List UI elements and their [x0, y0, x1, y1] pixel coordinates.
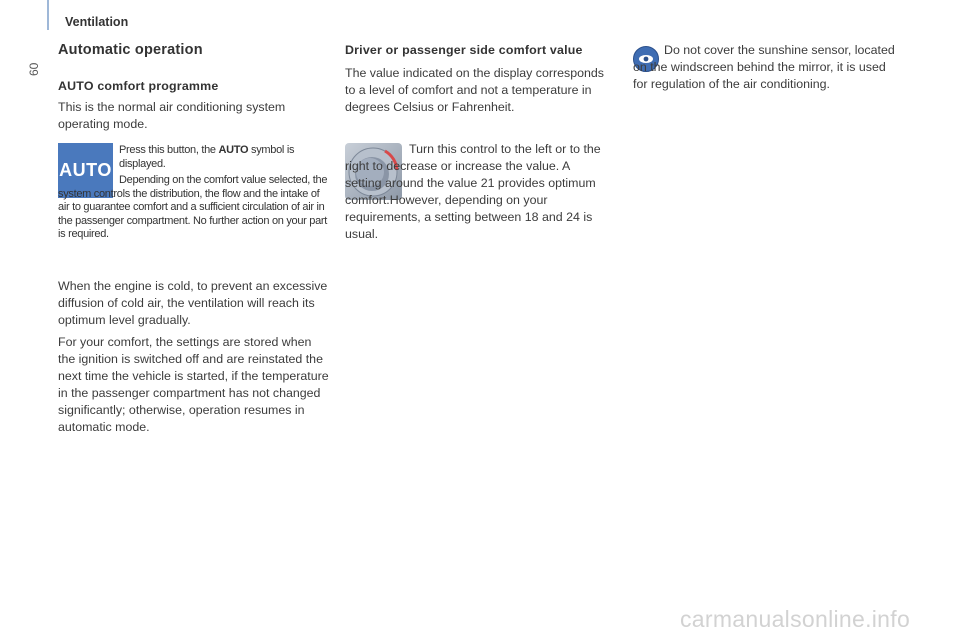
header-bar	[47, 0, 49, 30]
auto-note-press: Press this button, the AUTO symbol is displayed.	[119, 144, 295, 170]
watermark: carmanualsonline.info	[680, 606, 911, 632]
page-title: Automatic operation	[58, 42, 203, 58]
comfort-value-text: The value indicated on the display corresponds to a level of comfort and not a temperature in degrees Celsius or Fahrenheit.	[345, 66, 604, 114]
settings-stored-text: For your comfort, the settings are stored when the ignition is switched off and are reinstated the next time the vehicle is started, if the temperature in the passenger compartment has not changed significantly; otherwise, operation resumes in automatic mode.	[58, 335, 329, 434]
auto-button-label: AUTO	[59, 160, 112, 180]
sensor-note-text: Do not cover the sunshine sensor, located on the windscreen behind the mirror, it is used for regulation of the air conditioning.	[633, 43, 895, 91]
comfort-subheading: Driver or passenger side comfort value	[345, 43, 583, 57]
turn-control-text: Turn this control to the left or to the right to decrease or increase the value. A setting around the value 21 provides optimum comfort.However, depending on your requirements, a setting between 18 and 24 is usual.	[345, 142, 601, 241]
auto-intro-block	[58, 78, 328, 133]
comfort-value-block	[345, 42, 607, 116]
auto-note-detail-block	[58, 174, 328, 242]
auto-intro-text: This is the normal air conditioning system operating mode.	[58, 100, 286, 131]
page-number: 60	[27, 62, 41, 76]
turn-control-block	[345, 141, 607, 243]
auto-note-bold: AUTO	[218, 144, 249, 156]
sensor-note-block	[633, 42, 895, 93]
auto-note-detail: Depending on the comfort value selected, the system controls the distribution, the flow and the intake of air to guarantee comfort and a sufficient circulation of air in the passenger compartment. No further action on your part is required.	[58, 174, 328, 241]
auto-note-head	[119, 144, 325, 171]
cold-engine-text: When the engine is cold, to prevent an excessive diffusion of cold air, the ventilation will reach its optimum level gradually.	[58, 279, 328, 327]
auto-subheading: AUTO comfort programme	[58, 79, 219, 93]
section-title: Ventilation	[65, 15, 129, 29]
left-paragraphs	[58, 278, 330, 436]
